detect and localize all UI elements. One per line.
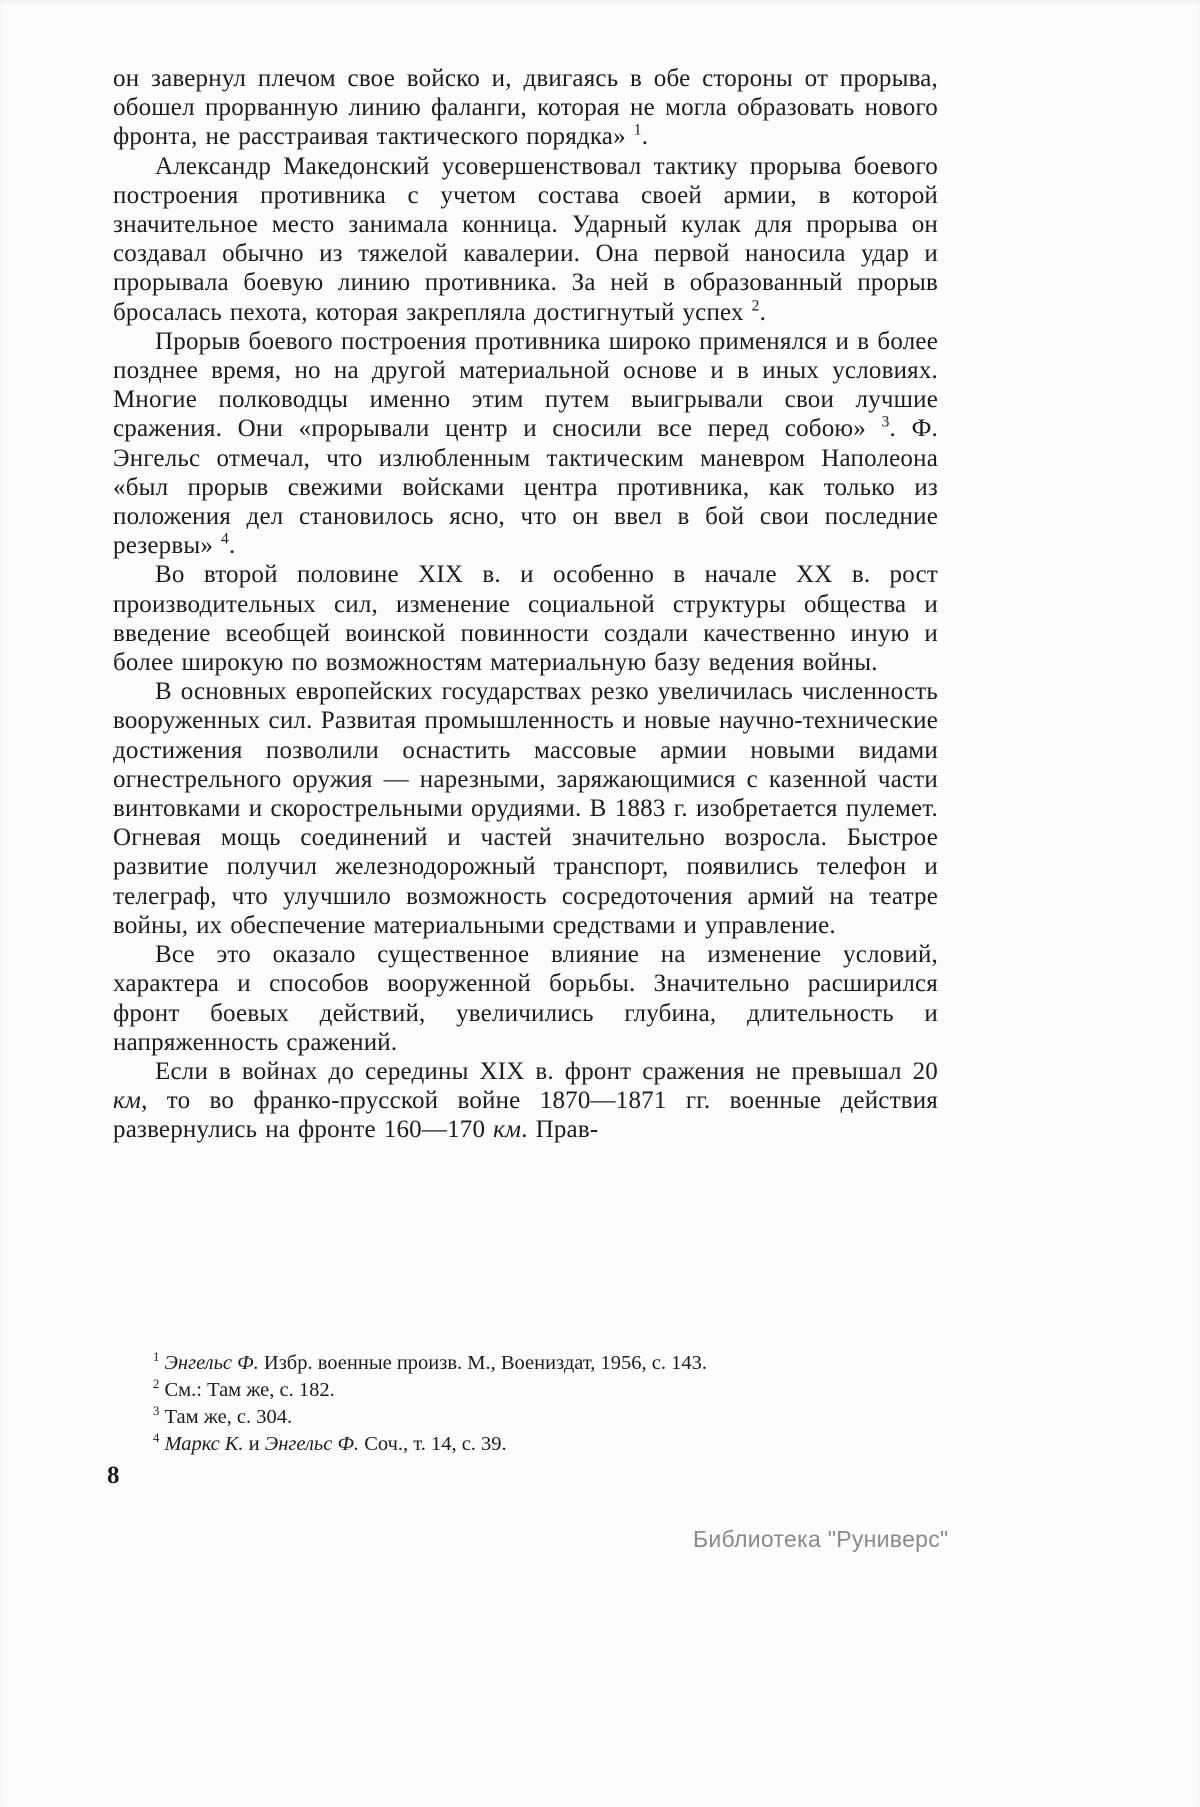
footnote-ref: 4 [221,530,229,548]
footnote-ref: 1 [153,1350,160,1365]
paragraph [113,327,938,561]
footnotes-section [113,1350,938,1458]
text-run: и [243,1433,265,1455]
text-run: Соч., т. 14, с. 39. [359,1433,507,1455]
paragraph [113,152,938,327]
text-run: . Прав- [521,1116,599,1144]
paragraph [113,677,938,940]
footnote-ref: 2 [153,1377,160,1392]
text-run: , то во франко-прусской войне 1870—1871 гг. военные действия развернулись на фронте 160—170 [113,1087,938,1144]
watermark: Библиотека "Руниверс" [693,1526,949,1552]
footnote [113,1404,938,1431]
text-run: Во второй половине XIX в. и особенно в начале XX в. рост производительных сил, изменение социальной структуры общества и введение всеобщей воинской повинности создали качественно иную и более широкую по возможностям материальную базу ведения войны. [113,561,938,677]
footnote [113,1431,938,1458]
footnote-ref: 3 [881,414,890,432]
footnote [113,1350,938,1377]
text-run: Энгельс Ф. [164,1352,259,1374]
paragraph [113,1057,938,1145]
text-run: он завернул плечом свое войско и, двигаясь в обе стороны от прорыва, обошел прорванную линию фаланги, которая не могла образовать нового фронта, не расстраивая тактического порядка» [113,65,938,151]
paragraph [113,64,938,152]
footnote [113,1377,938,1404]
text-run: Прорыв боевого построения противника широко применялся и в более позднее время, но на другой материальной основе и в иных условиях. Многие полководцы именно этим путем выигрывали свои лучшие сражения. Они «прорывали центр и сносили все перед собою» [113,327,938,443]
text-run: В основных европейских государствах резко увеличилась численность вооруженных сил. Развитая промышленность и новые научно-технические достижения позволили оснастить массовые армии новыми видами огнестрельного оружия — нарезными, заряжающимися с казенной части винтовками и скорострельными орудиями. В 1883 г. изобретается пулемет. Огневая мощь соединений и частей значительно возросла. Быстрое развитие получил железнодорожный транспорт, появились телефон и телеграф, что улучшило возможность сосредоточения армий на театре войны, их обеспечение материальными средствами и управление. [113,678,938,939]
text-run: Все это оказало существенное влияние на изменение условий, характера и способов вооруженной борьбы. Значительно расширился фронт боевых действий, увеличились глубина, длительность и напряженность сражений. [113,941,938,1056]
text-run: Александр Македонский усовершенствовал тактику прорыва боевого построения противника с учетом состава своей армии, в которой значительное место занимала конница. Ударный кулак для прорыва он создавал обычно из тяжелой кавалерии. Она первой наносила удар и прорывала боевую линию противника. За ней в образованный прорыв бросалась пехота, которая закрепляла достигнутый успех [113,152,938,326]
text-run: Маркс К. [164,1433,244,1455]
text-run: Если в войнах до середины XIX в. фронт сражения не превышал 20 [155,1057,938,1085]
text-run: . [228,532,236,560]
footnote-ref: 4 [153,1431,160,1446]
text-run: . Ф. Энгельс отмечал, что излюбленным тактическим маневром Наполеона «был прорыв свежими войсками центра противника, как только из положения дел становилось ясно, что он ввел в бой свои последние резервы» [113,415,938,560]
footnote-ref: 1 [633,122,642,140]
page-number: 8 [107,1462,120,1489]
text-run: Избр. военные произв. М., Воениздат, 1956, с. 143. [258,1352,707,1374]
footnote-ref: 3 [153,1404,160,1419]
text-run: Энгельс Ф. [264,1433,360,1455]
text-run: . [641,123,649,151]
text-run: км [493,1116,522,1144]
footnote-ref: 2 [751,297,760,315]
text-run: См.: Там же, с. 182. [159,1379,335,1401]
text-run: Там же, с. 304. [159,1406,293,1428]
text-run: . [759,298,767,326]
paragraph [113,560,938,677]
text-run: км [113,1087,142,1115]
body-text [113,64,938,1145]
paragraph [113,940,938,1057]
